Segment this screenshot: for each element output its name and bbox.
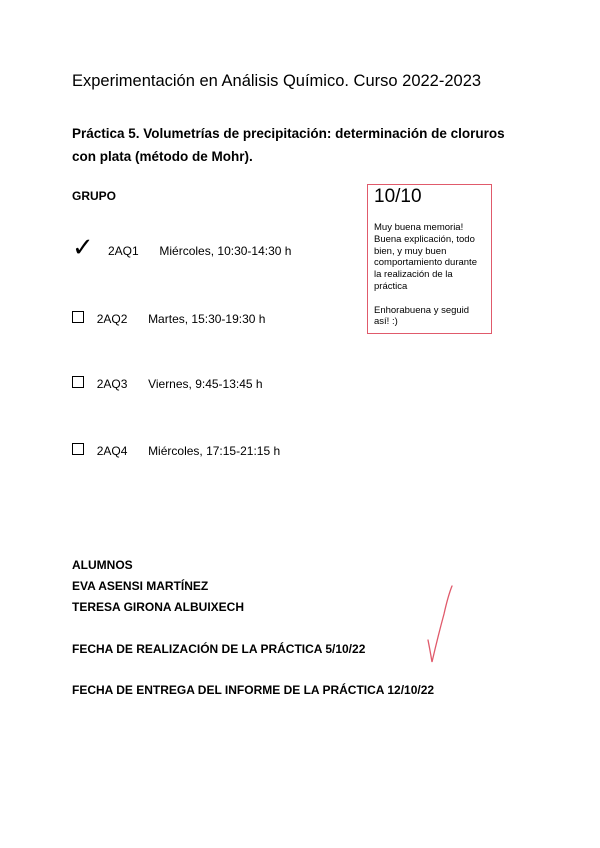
group-code: 2AQ3 (96, 377, 128, 391)
group-row-2aq1[interactable] (108, 244, 291, 258)
group-schedule: Miércoles, 10:30-14:30 h (159, 244, 292, 258)
grade-comment: Muy buena memoria! Buena explicación, todo bien, y muy buen comportamiento durante la realización de la práctica Enhorabuena y seguid así! :) (374, 222, 477, 328)
checkbox-icon[interactable] (72, 443, 84, 455)
group-code: 2AQ4 (96, 444, 128, 458)
checkbox-icon[interactable] (72, 311, 84, 323)
fecha-realizacion: FECHA DE REALIZACIÓN DE LA PRÁCTICA 5/10/22 (72, 642, 366, 656)
grade-box (367, 184, 492, 334)
course-title: Experimentación en Análisis Químico. Curso 2022-2023 (72, 72, 482, 90)
practice-title-line2: con plata (método de Mohr). (72, 149, 253, 164)
group-row-2aq2[interactable] (72, 311, 265, 326)
group-row-2aq3[interactable] (72, 376, 263, 391)
group-schedule: Viernes, 9:45-13:45 h (148, 377, 263, 391)
practice-title (72, 122, 505, 168)
fecha-entrega: FECHA DE ENTREGA DEL INFORME DE LA PRÁCTICA 12/10/22 (72, 683, 435, 697)
checkmark-icon: ✓ (72, 232, 94, 262)
group-row-2aq4[interactable] (72, 443, 280, 458)
grade-score: 10/10 (374, 186, 422, 207)
practice-title-line1: Práctica 5. Volumetrías de precipitación: determinación de cloruros (72, 126, 505, 141)
group-schedule: Miércoles, 17:15-21:15 h (148, 444, 281, 458)
group-code: 2AQ2 (96, 312, 128, 326)
checkbox-icon[interactable] (72, 376, 84, 388)
handwritten-check-icon (418, 584, 458, 668)
group-code: 2AQ1 (108, 244, 139, 258)
student-name: TERESA GIRONA ALBUIXECH (72, 600, 245, 614)
student-name: EVA ASENSI MARTÍNEZ (72, 579, 209, 593)
grupo-label: GRUPO (72, 189, 117, 203)
group-schedule: Martes, 15:30-19:30 h (148, 312, 266, 326)
students-label: ALUMNOS (72, 558, 133, 572)
